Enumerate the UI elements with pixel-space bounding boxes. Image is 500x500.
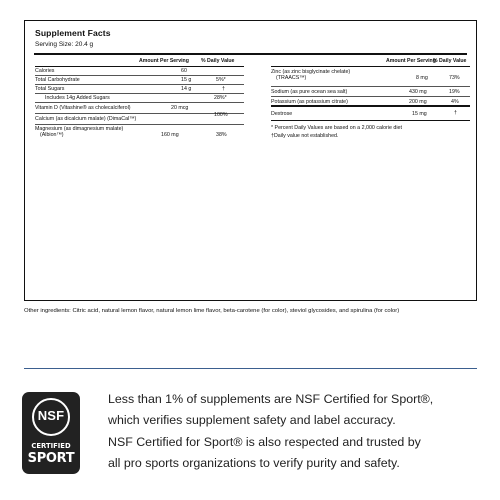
table-row: [35, 76, 244, 85]
supplement-facts-panel: [24, 20, 477, 301]
nsf-description-line: NSF Certified for Sport® is also respected and trusted by: [108, 434, 421, 449]
nutrient-name-line2: (Albion™): [40, 132, 64, 138]
nutrient-dv: 19%: [449, 89, 460, 95]
nutrient-dv: 5%*: [216, 77, 226, 83]
nutrient-dv: 100%: [214, 112, 228, 118]
table-row: [271, 87, 470, 97]
nutrient-name: Total Sugars: [35, 86, 65, 92]
right-column-header: [271, 55, 470, 67]
logo-nsf-text: NSF: [37, 408, 65, 423]
right-nutrient-table: [271, 55, 470, 140]
nutrient-amount: 15 mg: [412, 111, 427, 117]
nutrient-name: Vitamin D (Vitashine® as cholecalciferol): [35, 105, 131, 111]
nsf-certified-sport-logo: [22, 392, 80, 474]
other-ingredients: Other ingredients: Citric acid, natural lemon flavor, natural lemon lime flavor, beta-carotene (for color), steviol glycosides, and spirulina (for color): [24, 308, 400, 314]
nutrient-amount: 60: [181, 68, 187, 74]
table-row: [35, 85, 244, 94]
nutrient-name: Calcium (as dicalcium malate) (DimaCal™): [35, 116, 137, 122]
nutrient-dv: †: [454, 110, 457, 116]
nutrient-name: Potassium (as potassium citrate): [271, 99, 348, 105]
serving-size: Serving Size: 20.4 g: [35, 41, 94, 48]
nutrient-amount: 15 g: [181, 77, 192, 83]
nutrient-amount: 200 mg: [409, 99, 427, 105]
amount-header: Amount Per Serving: [139, 58, 189, 64]
footnote-dagger: †Daily value not established.: [271, 133, 339, 139]
table-row: [35, 94, 244, 103]
nsf-description-line: Less than 1% of supplements are NSF Certified for Sport®,: [108, 392, 434, 406]
footnote-percent: * Percent Daily Values are based on a 2,000 calorie diet: [271, 125, 402, 131]
table-row: [271, 67, 470, 87]
nutrient-amount: 430 mg: [409, 89, 427, 95]
logo-certified-text: CERTIFIED: [31, 442, 71, 450]
nutrient-name: Total Carbohydrate: [35, 77, 80, 83]
nutrient-name: Includes 14g Added Sugars: [45, 95, 110, 101]
nutrient-name: Magnesium (as dimagnesium malate): [35, 126, 124, 132]
nutrient-dv: 4%: [451, 99, 459, 105]
table-row: [271, 107, 470, 121]
nutrient-dv: †: [222, 86, 225, 92]
nsf-description-line: all pro sports organizations to verify purity and safety.: [108, 455, 400, 470]
nutrient-name: Zinc (as zinc bisglycinate chelate): [271, 69, 351, 75]
nutrient-dv: 28%*: [214, 95, 227, 101]
table-row: [35, 125, 244, 143]
table-row: [35, 67, 244, 76]
nutrient-amount: 14 g: [181, 86, 192, 92]
nutrient-dv: 73%: [449, 75, 460, 81]
table-row: [35, 103, 244, 114]
table-row: [271, 97, 470, 107]
nutrient-name: Dextrose: [271, 111, 293, 117]
section-divider: [24, 368, 477, 369]
nutrient-amount: 20 mcg: [171, 105, 189, 111]
panel-title: Supplement Facts: [35, 28, 111, 38]
left-nutrient-table: [35, 55, 244, 143]
left-column-header: [35, 55, 244, 67]
table-row: [35, 114, 244, 125]
nutrient-amount: 160 mg: [161, 132, 179, 138]
dv-header: % Daily Value: [201, 58, 235, 64]
dv-header: % Daily Value: [433, 58, 467, 64]
amount-header: Amount Per Serving: [386, 58, 436, 64]
nsf-description: [108, 389, 488, 474]
nutrient-dv: 38%: [216, 132, 227, 138]
logo-sport-text: SPORT: [27, 451, 75, 466]
nutrient-amount: 8 mg: [416, 75, 428, 81]
nutrient-name-line2: (TRAACS™): [276, 75, 307, 81]
nsf-description-line: which verifies supplement safety and label accuracy.: [108, 413, 396, 428]
nutrient-name: Sodium (as pure ocean sea salt): [271, 89, 348, 95]
nutrient-name: Calories: [35, 68, 55, 74]
